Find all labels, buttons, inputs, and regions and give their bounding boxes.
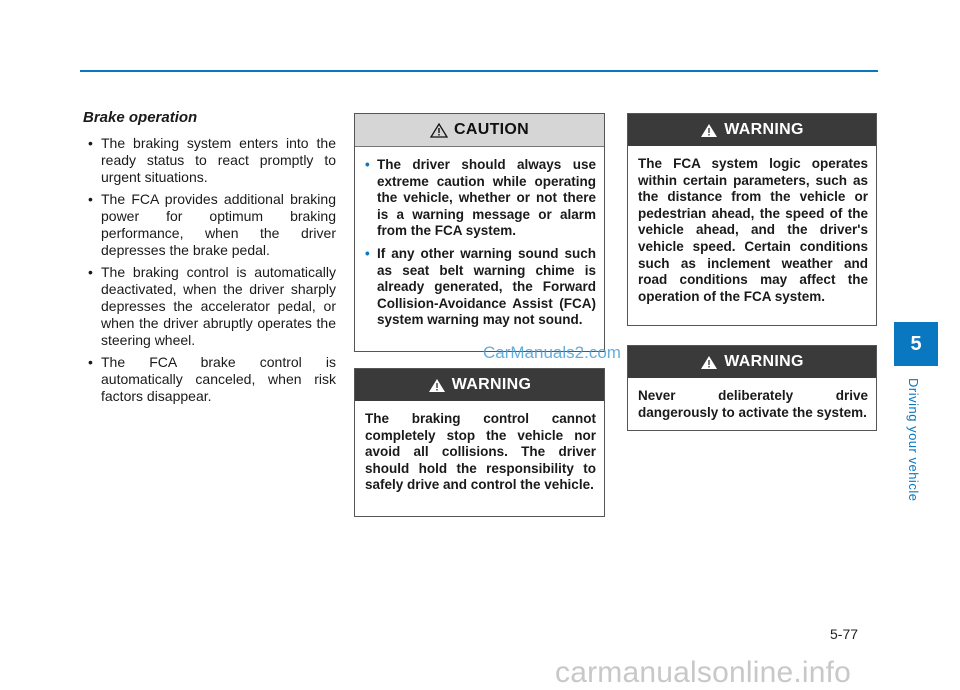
page-number: 5-77 (830, 626, 859, 642)
warning-title: WARNING (724, 121, 804, 138)
chapter-tab: 5 (894, 322, 938, 366)
warning-box (627, 345, 877, 431)
watermark-text: CarManuals2.com (483, 343, 621, 362)
caution-title: CAUTION (454, 121, 529, 138)
footer-watermark: carmanualsonline.info (555, 656, 852, 689)
warning-title: WARNING (724, 353, 804, 370)
warning-triangle-icon (700, 123, 718, 138)
chapter-title: Driving your vehicle (906, 378, 921, 502)
warning-body: The FCA system logic operates within certain parameters, such as the distance from the vehicle or pedestrian ahead, the speed of the vehicle ahead, and the driver's vehicle speed. Certain conditions such as inclement weather and road conditions may affect the operation of the FCA system. (638, 156, 868, 304)
list-item: • The driver should always use extreme caution while operating the vehicle, whether or not there is a warning message or alarm from the FCA system. (365, 157, 596, 240)
warning-body: Never deliberately drive dangerously to activate the system. (638, 388, 868, 420)
list-item: • If any other warning sound such as seat belt warning chime is already generated, the Forward Collision-Avoidance Assist (FCA) system warning may not sound. (365, 246, 596, 329)
caution-header (355, 114, 604, 147)
list-item: • The FCA provides additional braking power for optimum braking performance, when the driver depresses the brake pedal. (83, 191, 336, 259)
warning-box (354, 368, 605, 517)
brake-operation-section (83, 109, 336, 410)
section-heading: Brake operation (83, 109, 198, 126)
caution-list (365, 157, 596, 329)
bullet-list (83, 135, 336, 405)
list-item: • The FCA brake control is automatically canceled, when risk factors disappear. (83, 354, 336, 405)
warning-triangle-icon (428, 378, 446, 393)
warning-header (355, 369, 604, 401)
list-item: • The braking control is automatically deactivated, when the driver sharply depresses the accelerator pedal, or when the driver abruptly operates the steering wheel. (83, 264, 336, 349)
caution-box (354, 113, 605, 352)
top-rule (80, 70, 878, 72)
warning-header (628, 346, 876, 378)
warning-body: The braking control cannot completely stop the vehicle nor avoid all collisions. The driver should hold the responsibility to safely drive and control the vehicle. (365, 411, 596, 493)
warning-header (628, 114, 876, 146)
warning-title: WARNING (451, 376, 532, 393)
warning-triangle-icon (700, 355, 718, 370)
warning-triangle-outline-icon (430, 123, 448, 138)
warning-box (627, 113, 877, 326)
list-item: • The braking system enters into the ready status to react promptly to urgent situations. (83, 135, 336, 186)
caution-body (355, 147, 604, 347)
